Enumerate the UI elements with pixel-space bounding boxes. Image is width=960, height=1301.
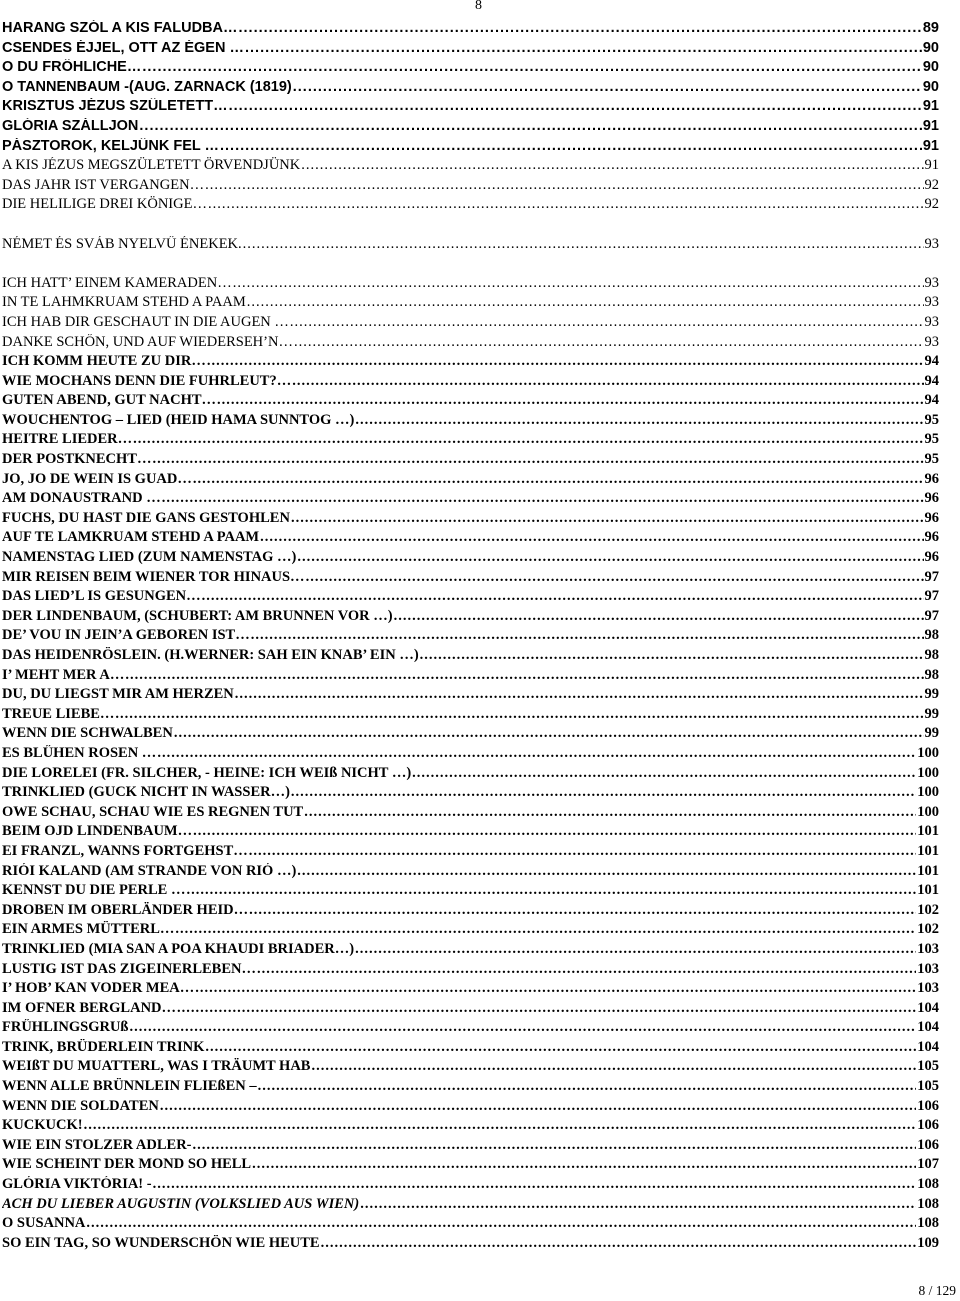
- toc-entry-title: WIE EIN STOLZER ADLER-: [2, 1136, 192, 1153]
- toc-dot-leader: [306, 569, 924, 586]
- toc-entry-page: 94: [924, 353, 939, 370]
- toc-entry-title: WENN ALLE BRÜNNLEIN FLIEßEN –: [2, 1078, 257, 1095]
- toc-entry-page: 97: [924, 607, 939, 624]
- toc-dot-leader: [86, 1215, 916, 1232]
- toc-entry-page: 108: [917, 1176, 939, 1193]
- toc-entry-title: DAS HEIDENRÖSLEIN. (H.WERNER: SAH EIN KNAB’ EIN …): [2, 647, 419, 663]
- toc-entry[interactable]: [2, 20, 939, 40]
- toc-dot-leader: [193, 823, 916, 840]
- toc-entry-title: I’ MEHT MER A…: [2, 666, 125, 683]
- toc-spacer: [2, 216, 939, 236]
- toc-entry[interactable]: [2, 196, 939, 216]
- toc-entry-page: 94: [924, 392, 939, 409]
- toc-dot-leader: [257, 961, 916, 978]
- toc-entry[interactable]: [2, 745, 939, 765]
- toc-entry-title: LUSTIG IST DAS ZIGEINERLEBEN…: [2, 960, 256, 977]
- toc-entry-page: 91: [922, 117, 939, 134]
- toc-dot-leader: [394, 608, 924, 625]
- toc-entry[interactable]: [2, 1156, 939, 1176]
- toc-dot-leader: [202, 588, 924, 605]
- toc-entry[interactable]: [2, 236, 939, 256]
- toc-spacer: [2, 255, 939, 275]
- toc-entry[interactable]: [2, 1000, 939, 1020]
- toc-entry[interactable]: [2, 392, 939, 412]
- toc-dot-leader: [152, 451, 923, 468]
- toc-entry-title: DER POSTKNECHT…: [2, 451, 152, 468]
- toc-dot-leader: [139, 118, 921, 134]
- toc-entry-title: DU, DU LIEGST MIR AM HERZEN: [2, 686, 234, 703]
- toc-entry[interactable]: [2, 863, 939, 883]
- toc-dot-leader: [142, 59, 922, 75]
- toc-entry-title: FRŰHLINGSGRUß: [2, 1019, 129, 1036]
- toc-entry-title: DER LINDENBAUM, (SCHUBERT: AM BRUNNEN VOR …): [2, 607, 393, 624]
- toc-dot-leader: [220, 138, 922, 154]
- toc-entry-title: TRINK, BRÜDERLEIN TRINK: [2, 1038, 205, 1055]
- toc-entry[interactable]: [2, 79, 939, 99]
- toc-entry-page: 106: [917, 1117, 939, 1134]
- toc-entry[interactable]: [2, 804, 939, 824]
- toc-entry-page: 104: [917, 999, 939, 1016]
- toc-dot-leader: [291, 510, 924, 527]
- toc-entry-page: 100: [917, 744, 939, 761]
- toc-dot-leader: [249, 843, 916, 860]
- toc-dot-leader: [249, 902, 916, 919]
- toc-entry-page: 102: [917, 901, 939, 918]
- toc-entry-title: GLÓRIA SZÁLLJON: [2, 117, 139, 134]
- toc-dot-leader: [245, 40, 922, 56]
- toc-entry-title: NÉMET ÉS SVÁB NYELVŰ ÉNEKEK.: [2, 235, 242, 252]
- toc-dot-leader: [292, 373, 923, 390]
- toc-entry[interactable]: [2, 980, 939, 1000]
- toc-entry-page: 105: [917, 1078, 939, 1095]
- toc-dot-leader: [177, 1000, 916, 1017]
- toc-entry[interactable]: [2, 157, 939, 177]
- toc-entry[interactable]: [2, 784, 939, 804]
- toc-entry-page: 101: [917, 842, 939, 859]
- toc-dot-leader: [355, 941, 916, 958]
- toc-entry-title: KRISZTUS JÉZUS SZÜLETETT…: [2, 98, 228, 115]
- toc-entry[interactable]: [2, 471, 939, 491]
- toc-entry-title: HEITRE LIEDER…: [2, 431, 133, 448]
- toc-entry[interactable]: [2, 627, 939, 647]
- toc-entry-page: 106: [917, 1097, 939, 1114]
- toc-entry-title: O SUSANNA: [2, 1215, 86, 1232]
- toc-entry-page: 94: [924, 372, 939, 389]
- toc-entry[interactable]: [2, 118, 939, 138]
- toc-entry-page: 105: [917, 1058, 939, 1075]
- toc-entry-title: ES BLŰHEN ROSEN …: [2, 744, 157, 761]
- toc-dot-leader: [160, 1098, 916, 1115]
- toc-entry-title: IN TE LAHMKRUAM STEHD A PAAM: [2, 294, 246, 311]
- toc-entry[interactable]: [2, 431, 939, 451]
- toc-entry-title: I’ HOB’ KAN VODER MEA…: [2, 980, 195, 997]
- toc-dot-leader: [233, 275, 924, 292]
- toc-entry-title: A KIS JÉZUS MEGSZÜLETETT ÖRVENDJÜNK: [2, 157, 301, 174]
- toc-entry[interactable]: [2, 765, 939, 785]
- toc-entry-title: WIE SCHEINT DER MOND SO HELL: [2, 1156, 252, 1173]
- toc-dot-leader: [355, 412, 923, 429]
- toc-entry-page: 97: [924, 588, 939, 605]
- toc-entry-page: 103: [917, 940, 939, 957]
- toc-dot-leader: [195, 980, 916, 997]
- toc-dot-leader: [115, 706, 923, 723]
- toc-dot-leader: [229, 98, 922, 114]
- toc-entry[interactable]: [2, 1039, 939, 1059]
- toc-dot-leader: [311, 1058, 916, 1075]
- toc-entry-page: 102: [917, 921, 939, 938]
- toc-entry-page: 95: [924, 411, 939, 428]
- toc-entry-title: ICH HAB DIR GESCHAUT IN DIE AUGEN …: [2, 313, 289, 330]
- toc-entry[interactable]: [2, 1176, 939, 1196]
- toc-entry-page: 90: [922, 39, 939, 56]
- toc-dot-leader: [175, 921, 916, 938]
- toc-entry-page: 108: [917, 1215, 939, 1232]
- toc-entry-title: AM DONAUSTRAND …: [2, 490, 161, 507]
- toc-entry-title: EI FRANZL, WANNS FORTGEHST…: [2, 842, 248, 859]
- toc-entry-title: O DU FRÖHLICHE…: [2, 59, 142, 76]
- toc-entry-title: NAMENSTAG LIED (ZUM NAMENSTAG …): [2, 549, 297, 566]
- toc-dot-leader: [297, 549, 923, 566]
- toc-entry[interactable]: [2, 451, 939, 471]
- toc-dot-leader: [193, 1137, 917, 1154]
- toc-entry[interactable]: [2, 686, 939, 706]
- toc-entry[interactable]: [2, 98, 939, 118]
- toc-entry-title: ICH KOMM HEUTE ZU DIR…: [2, 353, 206, 370]
- toc-dot-leader: [133, 431, 923, 448]
- toc-entry-page: 96: [924, 490, 939, 507]
- toc-entry[interactable]: [2, 275, 939, 295]
- toc-entry-page: 100: [917, 784, 939, 801]
- toc-dot-leader: [243, 236, 924, 253]
- toc-entry[interactable]: [2, 843, 939, 863]
- toc-dot-leader: [301, 157, 923, 174]
- toc-entry-page: 96: [924, 509, 939, 526]
- toc-entry-page: 101: [917, 823, 939, 840]
- toc-entry-title: AUF TE LAMKRUAM STEHD A PAAM: [2, 529, 260, 546]
- toc-entry-title: HARANG SZÓL A KIS FALUDBA…: [2, 20, 238, 36]
- toc-entry-page: 98: [924, 627, 939, 644]
- toc-entry-page: 100: [917, 803, 939, 820]
- toc-entry-title: KUCKUCK!: [2, 1117, 83, 1134]
- toc-entry[interactable]: [2, 1058, 939, 1078]
- toc-entry[interactable]: [2, 882, 939, 902]
- page-indicator: 8 / 129: [918, 1283, 956, 1298]
- toc-entry-page: 93: [924, 274, 939, 291]
- toc-dot-leader: [208, 196, 924, 213]
- toc-dot-leader: [247, 294, 924, 311]
- toc-entry-title: CSENDES ÉJJEL, OTT AZ ÉGEN …: [2, 39, 244, 56]
- toc-entry-title: DAS LIED’L IS GESUNGEN…: [2, 588, 201, 605]
- toc-entry[interactable]: [2, 1019, 939, 1039]
- toc-entry[interactable]: [2, 294, 939, 314]
- toc-entry[interactable]: [2, 314, 939, 334]
- toc-entry-title: ACH DU LIEBER AUGUSTIN (VOLKSLIED AUS WIEN): [2, 1195, 360, 1212]
- toc-entry[interactable]: [2, 40, 939, 60]
- toc-entry-title: FUCHS, DU HAST DIE GANS GESTOHLEN: [2, 509, 290, 526]
- toc-entry[interactable]: [2, 549, 939, 569]
- toc-entry[interactable]: [2, 177, 939, 197]
- toc-dot-leader: [251, 627, 924, 644]
- toc-entry-title: WENN DIE SCHWALBEN: [2, 725, 173, 742]
- page-number: 8: [475, 0, 482, 13]
- toc-entry-title: DE’ VOU IN JEIN’A GEBOREN IST…: [2, 627, 250, 644]
- toc-entry-title: DIE HELILIGE DREI KÖNIGE…: [2, 196, 207, 213]
- toc-entry-title: GLÓRIA VIKTÓRIA! -: [2, 1176, 152, 1193]
- toc-entry-page: 101: [917, 862, 939, 879]
- toc-entry-page: 92: [924, 176, 939, 193]
- toc-dot-leader: [260, 529, 923, 546]
- table-of-contents: [2, 20, 939, 1254]
- toc-entry-title: IM OFNER BERGLAND…: [2, 999, 177, 1016]
- toc-dot-leader: [420, 647, 924, 664]
- toc-entry-title: RIÓI KALAND (AM STRANDE VON RIÓ …): [2, 862, 297, 879]
- toc-entry-title: BEIM OJD LINDENBAUM…: [2, 823, 193, 840]
- toc-dot-leader: [205, 1039, 916, 1056]
- toc-entry-page: 92: [924, 196, 939, 213]
- toc-entry-page: 101: [917, 882, 939, 899]
- toc-entry[interactable]: [2, 412, 939, 432]
- toc-dot-leader: [304, 804, 916, 821]
- toc-entry[interactable]: [2, 529, 939, 549]
- toc-entry-title: DAS JAHR IST VERGANGEN…: [2, 176, 205, 193]
- toc-entry[interactable]: [2, 59, 939, 79]
- toc-entry-page: 100: [917, 764, 939, 781]
- toc-entry-page: 104: [917, 1019, 939, 1036]
- toc-entry-title: WENN DIE SOLDATEN: [2, 1097, 159, 1114]
- toc-entry-title: WEIßT DU MUATTERL, WAS I TRÄUMT HAB: [2, 1058, 311, 1075]
- toc-entry-page: 103: [917, 980, 939, 997]
- toc-dot-leader: [321, 1235, 917, 1252]
- toc-entry[interactable]: [2, 588, 939, 608]
- toc-entry-title: ICH HATT’ EINEM KAMERADEN…: [2, 274, 232, 291]
- toc-dot-leader: [207, 353, 924, 370]
- toc-entry-page: 98: [924, 647, 939, 663]
- toc-dot-leader: [84, 1117, 917, 1134]
- toc-entry-title: GUTEN ABEND, GUT NACHT…: [2, 392, 217, 409]
- toc-entry-page: 99: [924, 725, 939, 742]
- toc-dot-leader: [157, 745, 916, 762]
- toc-entry[interactable]: [2, 961, 939, 981]
- toc-entry-title: MIR REISEN BEIM WIENER TOR HINAUS…: [2, 568, 305, 585]
- toc-entry[interactable]: [2, 608, 939, 628]
- toc-entry-page: 93: [924, 235, 939, 252]
- toc-entry-page: 99: [924, 705, 939, 722]
- toc-entry-page: 104: [917, 1038, 939, 1055]
- toc-entry[interactable]: [2, 373, 939, 393]
- toc-entry-page: 97: [924, 568, 939, 585]
- toc-entry-page: 107: [917, 1156, 939, 1173]
- toc-entry-page: 96: [924, 549, 939, 566]
- toc-entry[interactable]: [2, 1215, 939, 1235]
- toc-entry-page: 108: [917, 1195, 939, 1212]
- toc-entry[interactable]: [2, 667, 939, 687]
- toc-entry[interactable]: [2, 1196, 939, 1216]
- toc-entry-title: TRINKLIED (MIA SAN A POA KHAUDI BRIADER…): [2, 940, 355, 957]
- toc-dot-leader: [360, 1196, 916, 1213]
- toc-dot-leader: [186, 882, 916, 899]
- toc-entry-page: 91: [922, 98, 939, 115]
- toc-entry-page: 93: [924, 313, 939, 330]
- toc-entry-title: OWE SCHAU, SCHAU WIE ES REGNEN TUT: [2, 803, 304, 820]
- toc-entry[interactable]: [2, 1117, 939, 1137]
- toc-dot-leader: [258, 1078, 917, 1095]
- toc-entry-title: TRINKLIED (GUCK NICHT IN WASSER…): [2, 784, 290, 801]
- toc-entry-title: KENNST DU DIE PERLE …: [2, 882, 186, 899]
- toc-entry-page: 89: [922, 20, 939, 36]
- toc-entry[interactable]: [2, 921, 939, 941]
- toc-dot-leader: [125, 667, 923, 684]
- toc-entry[interactable]: [2, 823, 939, 843]
- toc-entry-title: EIN ARMES MÜTTERL…: [2, 921, 175, 938]
- toc-dot-leader: [290, 314, 924, 331]
- toc-dot-leader: [297, 863, 916, 880]
- toc-entry-page: 96: [924, 470, 939, 487]
- toc-entry-page: 95: [924, 451, 939, 468]
- toc-dot-leader: [205, 177, 923, 194]
- toc-entry[interactable]: [2, 902, 939, 922]
- toc-dot-leader: [153, 1176, 917, 1193]
- toc-entry[interactable]: [2, 1137, 939, 1157]
- toc-entry[interactable]: [2, 706, 939, 726]
- toc-entry[interactable]: [2, 569, 939, 589]
- toc-entry[interactable]: [2, 334, 939, 354]
- toc-dot-leader: [130, 1019, 917, 1036]
- toc-entry[interactable]: [2, 490, 939, 510]
- toc-entry[interactable]: [2, 1078, 939, 1098]
- toc-entry-page: 90: [922, 59, 939, 76]
- toc-dot-leader: [412, 765, 916, 782]
- toc-entry-page: 109: [917, 1234, 939, 1251]
- toc-dot-leader: [291, 784, 916, 801]
- toc-dot-leader: [217, 392, 923, 409]
- toc-dot-leader: [235, 686, 924, 703]
- toc-entry[interactable]: [2, 725, 939, 745]
- toc-entry-title: DROBEN IM OBERLÄNDER HEID…: [2, 901, 249, 918]
- toc-entry-page: 93: [924, 294, 939, 311]
- toc-entry[interactable]: [2, 941, 939, 961]
- toc-entry-page: 99: [924, 686, 939, 703]
- toc-dot-leader: [239, 20, 922, 36]
- toc-entry-page: 96: [924, 529, 939, 546]
- toc-dot-leader: [252, 1156, 916, 1173]
- toc-entry-title: DIE LORELEI (FR. SILCHER, - HEINE: ICH WEIß NICHT …): [2, 764, 412, 781]
- toc-entry-page: 106: [917, 1136, 939, 1153]
- toc-entry-title: O TANNENBAUM -(AUG. ZARNACK (1819): [2, 78, 292, 95]
- toc-entry-page: 98: [924, 666, 939, 683]
- toc-entry-title: DANKE SCHŐN, UND AUF WIEDERSEH’N…: [2, 333, 293, 350]
- toc-entry-page: 91: [924, 157, 939, 174]
- toc-dot-leader: [294, 334, 924, 351]
- toc-dot-leader: [174, 725, 924, 742]
- toc-entry[interactable]: [2, 1235, 939, 1255]
- toc-entry-page: 95: [924, 431, 939, 448]
- toc-entry-title: WOUCHENTOG – LIED (HEID HAMA SUNNTOG …): [2, 411, 355, 428]
- toc-entry-page: 93: [924, 333, 939, 350]
- toc-entry-page: 91: [922, 137, 939, 154]
- toc-dot-leader: [293, 79, 922, 95]
- toc-entry-title: SO EIN TAG, SO WUNDERSCHÖN WIE HEUTE: [2, 1234, 320, 1251]
- toc-entry-page: 90: [922, 78, 939, 95]
- toc-entry[interactable]: [2, 138, 939, 158]
- toc-dot-leader: [162, 490, 924, 507]
- toc-entry[interactable]: [2, 647, 939, 667]
- toc-entry[interactable]: [2, 1098, 939, 1118]
- toc-entry-title: PÁSZTOROK, KELJÜNK FEL …: [2, 137, 219, 154]
- toc-entry-page: 103: [917, 960, 939, 977]
- toc-dot-leader: [193, 471, 924, 488]
- toc-entry-title: TREUE LIEBE…: [2, 705, 115, 722]
- toc-entry-title: WIE MOCHANS DENN DIE FUHRLEUT?…: [2, 372, 292, 389]
- toc-entry[interactable]: [2, 510, 939, 530]
- toc-entry-title: JO, JO DE WEIN IS GUAD…: [2, 470, 192, 487]
- toc-entry[interactable]: [2, 353, 939, 373]
